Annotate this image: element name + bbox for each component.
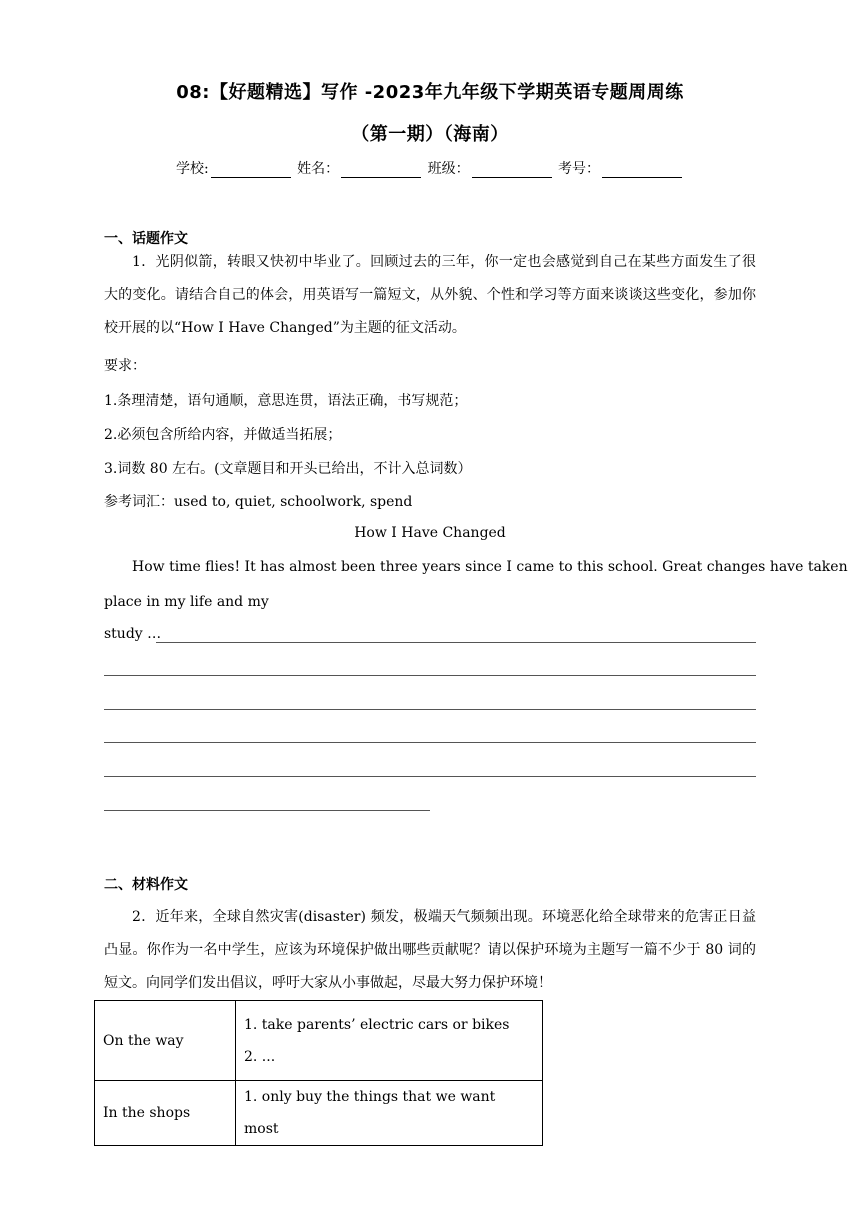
class-label: 班级： [427,161,470,177]
page-title: 08:【好题精选】写作 -2023年九年级下学期英语专题周周练 [176,82,684,103]
answer-line[interactable] [104,709,756,710]
table-row [95,1081,543,1146]
requirements-label: 要求： [104,358,146,374]
idea-item: 1. only buy the things that we want most [244,1089,496,1137]
table-cell-place: On the way [95,1001,236,1081]
name-label: 姓名： [297,161,340,177]
answer-line[interactable] [104,810,430,811]
exam-no-label: 考号： [558,161,601,177]
idea-item: 2. ... [244,1048,276,1065]
question-1-text: 1．光阴似箭，转眼又快初中毕业了。回顾过去的三年，你一定也会感觉到自己在某些方面发生了很大的变化。请结合自己的体会，用英语写一篇短文，从外貌、个性和学习等方面来谈谈这些变化，参加你校开展的以“How I Have Changed”为主题的征文活动。 [104,254,756,336]
school-blank[interactable] [211,163,291,178]
page-subtitle: （第一期）（海南） [351,124,509,145]
reference-vocabulary: 参考词汇：used to, quiet, schoolwork, spend [104,494,413,510]
student-info-row [0,158,860,178]
school-label: 学校: [175,161,209,177]
section-1-heading: 一、话题作文 [104,231,188,247]
name-blank[interactable] [341,163,421,178]
answer-line[interactable] [104,675,756,676]
ideas-table [94,1000,543,1146]
table-cell-ideas [236,1081,543,1146]
table-cell-place: In the shops [95,1081,236,1146]
essay-title: How I Have Changed [354,525,506,541]
requirement-3: 3.词数 80 左右。(文章题目和开头已给出，不计入总词数） [104,461,472,477]
answer-line[interactable] [104,742,756,743]
essay-start-line-2: place in my life and my [104,594,269,610]
requirement-2: 2.必须包含所给内容，并做适当拓展； [104,427,342,443]
question-2-text: 2．近年来，全球自然灾害(disaster) 频发，极端天气频频出现。环境恶化给全球带来的危害正日益凸显。你作为一名中学生，应该为环境保护做出哪些贡献呢？请以保护环境为主题写一篇不少于 80 词的短文。向同学们发出倡议，呼吁大家从小事做起，尽最大努力保护环境！ [104,909,756,991]
answer-line[interactable] [104,776,756,777]
section-2-heading: 二、材料作文 [104,877,188,893]
requirement-1: 1.条理清楚，语句通顺，意思连贯，语法正确，书写规范； [104,393,468,409]
answer-line[interactable] [156,642,756,643]
table-row [95,1001,543,1081]
exam-no-blank[interactable] [602,163,682,178]
idea-item: 1. take parents’ electric cars or bikes [244,1016,510,1033]
class-blank[interactable] [472,163,552,178]
essay-start-line-1: How time flies! It has almost been three years since I came to this school. Great changes have taken [132,559,848,575]
essay-start-line-3: study … [104,626,162,642]
table-cell-ideas [236,1001,543,1081]
